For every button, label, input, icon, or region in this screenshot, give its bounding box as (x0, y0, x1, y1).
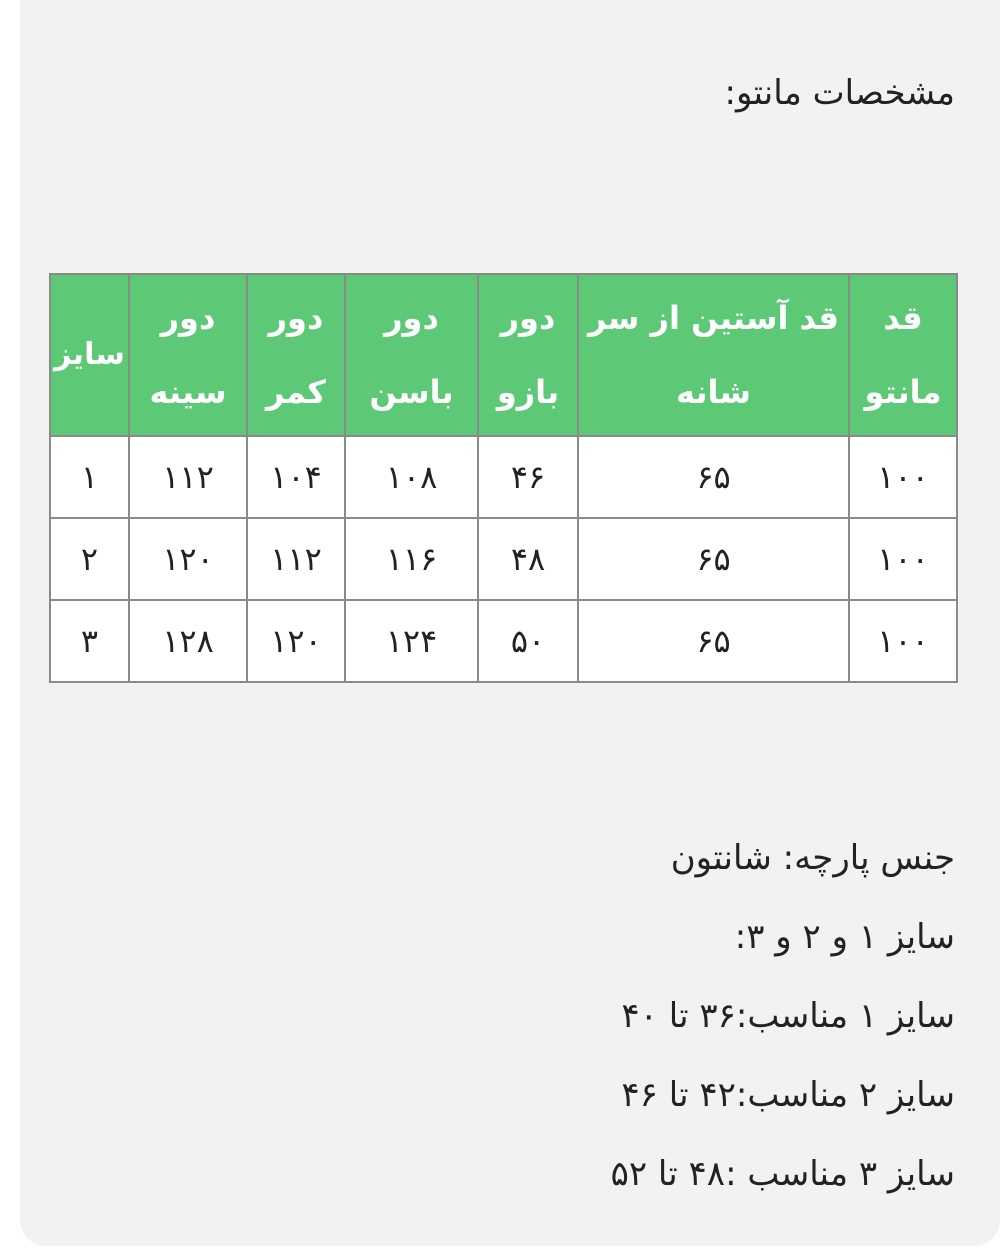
sizes-line: سایز ۱ و ۲ و ۳: (734, 917, 955, 957)
header-waist-circumference: دور کمر (247, 274, 345, 436)
cell-hip-circumference: ۱۲۴ (345, 600, 478, 682)
cell-waist-circumference: ۱۰۴ (247, 436, 345, 518)
table-row (50, 518, 957, 600)
cell-chest-circumference: ۱۱۲ (129, 436, 247, 518)
header-arm-circumference: دور بازو (478, 274, 578, 436)
cell-hip-circumference: ۱۱۶ (345, 518, 478, 600)
cell-size: ۳ (50, 600, 129, 682)
cell-arm-circumference: ۴۸ (478, 518, 578, 600)
cell-arm-circumference: ۴۶ (478, 436, 578, 518)
cell-waist-circumference: ۱۲۰ (247, 600, 345, 682)
header-size: سایز (50, 274, 129, 436)
header-chest-circumference: دور سینه (129, 274, 247, 436)
size-table (49, 273, 958, 683)
cell-chest-circumference: ۱۲۰ (129, 518, 247, 600)
header-sleeve-length: قد آستین از سر شانه (578, 274, 849, 436)
cell-arm-circumference: ۵۰ (478, 600, 578, 682)
cell-garment-length: ۱۰۰ (849, 600, 957, 682)
product-notes (611, 828, 955, 1223)
size-2-fit-line: سایز ۲ مناسب:۴۲ تا ۴۶ (621, 1075, 955, 1115)
size-3-fit-line: سایز ۳ مناسب :۴۸ تا ۵۲ (610, 1154, 955, 1194)
cell-hip-circumference: ۱۰۸ (345, 436, 478, 518)
table-row (50, 600, 957, 682)
cell-size: ۲ (50, 518, 129, 600)
cell-size: ۱ (50, 436, 129, 518)
table-header-row (50, 274, 957, 436)
header-hip-circumference: دور باسن (345, 274, 478, 436)
header-garment-length: قد مانتو (849, 274, 957, 436)
cell-sleeve-length: ۶۵ (578, 600, 849, 682)
page-title: مشخصات مانتو: (724, 73, 955, 113)
cell-garment-length: ۱۰۰ (849, 518, 957, 600)
cell-garment-length: ۱۰۰ (849, 436, 957, 518)
size-1-fit-line: سایز ۱ مناسب:۳۶ تا ۴۰ (621, 996, 955, 1036)
table-row (50, 436, 957, 518)
cell-chest-circumference: ۱۲۸ (129, 600, 247, 682)
cell-waist-circumference: ۱۱۲ (247, 518, 345, 600)
cell-sleeve-length: ۶۵ (578, 518, 849, 600)
fabric-line: جنس پارچه: شانتون (670, 838, 955, 878)
cell-sleeve-length: ۶۵ (578, 436, 849, 518)
